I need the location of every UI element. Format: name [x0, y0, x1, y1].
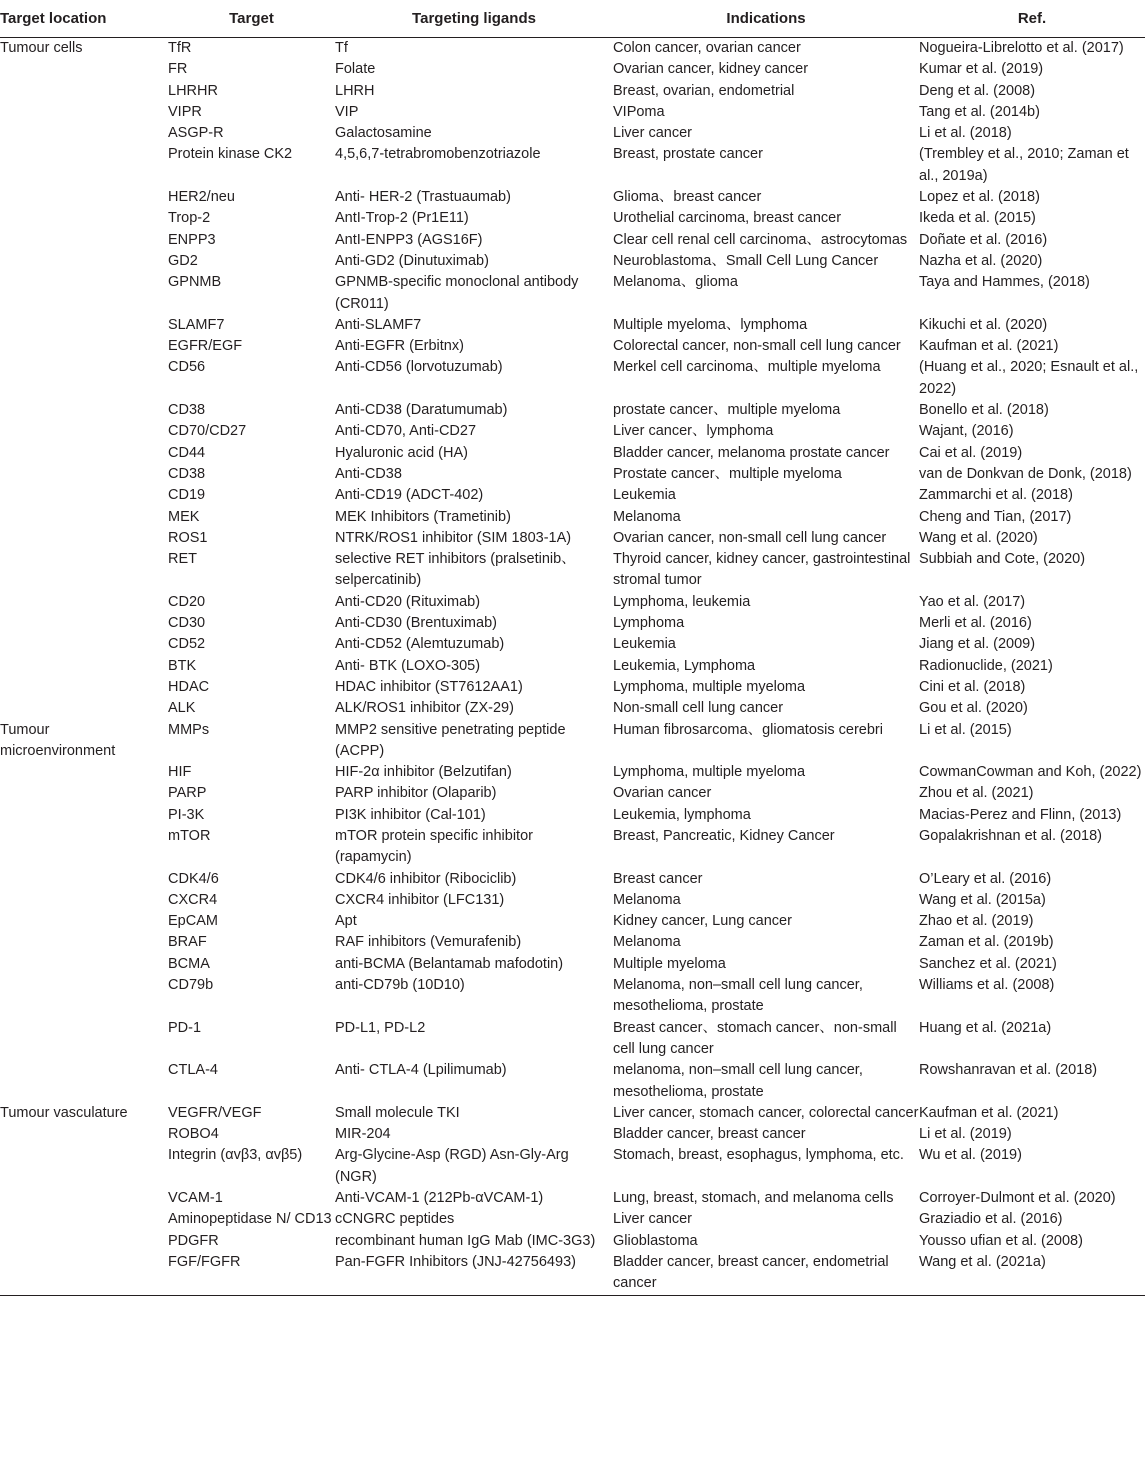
target-cell: Integrin (αvβ3, αvβ5) [168, 1147, 303, 1164]
target-location-cell [0, 464, 168, 485]
table-row [0, 485, 1145, 506]
indication-cell: Melanoma, non–small cell lung cancer, mesothelioma, prostate [613, 977, 863, 1015]
ref-cell: Zhao et al. (2019) [919, 913, 1034, 930]
table-row [0, 911, 1145, 932]
target-cell: CD38 [168, 402, 206, 419]
ref-cell: Wu et al. (2019) [919, 1147, 1022, 1164]
target-location-cell [0, 783, 168, 804]
target-location-cell [0, 634, 168, 655]
targeting-ligand-cell: GPNMB-specific monoclonal antibody (CR011) [335, 274, 579, 312]
target-location-cell [0, 805, 168, 826]
targeting-ligand-cell: Anti-CD30 (Brentuximab) [335, 615, 497, 632]
target-location-cell [0, 549, 168, 592]
target-location-cell [0, 1018, 168, 1061]
ref-cell: Nogueira-Librelotto et al. (2017) [919, 40, 1124, 56]
target-location-cell [0, 315, 168, 336]
indication-cell: Melanoma [613, 934, 681, 951]
ref-cell: Kikuchi et al. (2020) [919, 316, 1048, 333]
table-row [0, 762, 1145, 783]
target-location-cell [0, 357, 168, 400]
target-location-cell [0, 123, 168, 144]
ref-cell: Jiang et al. (2009) [919, 636, 1036, 653]
targeting-ligand-cell: MEK Inhibitors (Trametinib) [335, 508, 511, 525]
target-cell: MEK [168, 508, 200, 525]
targeting-ligand-cell: MIR-204 [335, 1126, 391, 1143]
target-cell: CD56 [168, 359, 206, 376]
ref-cell: O’Leary et al. (2016) [919, 870, 1052, 887]
target-cell: BTK [168, 657, 197, 674]
target-location-cell [0, 890, 168, 911]
indication-cell: Bladder cancer, breast cancer [613, 1126, 806, 1143]
target-location-cell [0, 869, 168, 890]
target-cell: SLAMF7 [168, 316, 225, 333]
table-row [0, 187, 1145, 208]
indication-cell: Breast, Pancreatic, Kidney Cancer [613, 827, 835, 844]
target-cell: FGF/FGFR [168, 1252, 335, 1295]
ref-cell: Wang et al. (2020) [919, 529, 1038, 546]
ref-cell: Cai et al. (2019) [919, 444, 1023, 461]
ref-cell: Merli et al. (2016) [919, 615, 1032, 632]
ref-cell: Zhou et al. (2021) [919, 785, 1034, 802]
header-indications: Indications [613, 0, 919, 38]
targeting-ligand-cell: ALK/ROS1 inhibitor (ZX-29) [335, 700, 514, 717]
table-body [0, 38, 1145, 1296]
target-location-cell [0, 251, 168, 272]
ref-cell: Zammarchi et al. (2018) [919, 487, 1073, 504]
target-cell: ALK [168, 700, 196, 717]
table-row [0, 59, 1145, 80]
table-row [0, 1145, 1145, 1188]
target-cell: CD38 [168, 465, 206, 482]
ref-cell: Williams et al. (2008) [919, 977, 1055, 994]
target-location-cell [0, 208, 168, 229]
target-cell: PI-3K [168, 806, 205, 823]
indication-cell: Lung, breast, stomach, and melanoma cells [613, 1190, 894, 1207]
target-location-cell [0, 336, 168, 357]
target-cell: Trop-2 [168, 210, 211, 227]
indication-cell: Non-small cell lung cancer [613, 700, 784, 717]
target-location-cell [0, 932, 168, 953]
target-cell: FR [168, 61, 188, 78]
target-location-cell [0, 1188, 168, 1209]
indication-cell: Kidney cancer, Lung cancer [613, 913, 792, 930]
indication-cell: Liver cancer, stomach cancer, colorectal cancer [613, 1104, 919, 1121]
indication-cell: Merkel cell carcinoma、multiple myeloma [613, 359, 881, 376]
targeting-ligand-cell: Arg-Glycine-Asp (RGD) Asn-Gly-Arg (NGR) [335, 1147, 569, 1185]
ref-cell: Lopez et al. (2018) [919, 189, 1040, 206]
header-target: Target [168, 0, 335, 38]
indication-cell: Bladder cancer, melanoma prostate cancer [613, 444, 890, 461]
target-cell: ASGP-R [168, 125, 224, 142]
ref-cell: Deng et al. (2008) [919, 82, 1036, 99]
target-cell: CD20 [168, 593, 206, 610]
indication-cell: Ovarian cancer [613, 785, 712, 802]
target-cell: RET [168, 551, 197, 568]
header-targeting-ligands: Targeting ligands [335, 0, 613, 38]
indication-cell: Ovarian cancer, kidney cancer [613, 61, 809, 78]
target-cell: CXCR4 [168, 891, 218, 908]
targeting-ligand-cell: MMP2 sensitive penetrating peptide (ACPP) [335, 721, 566, 759]
indication-cell: Leukemia, Lymphoma [613, 657, 756, 674]
header-target-location: Target location [0, 0, 168, 38]
indication-cell: Lymphoma, leukemia [613, 593, 751, 610]
ref-cell: Cini et al. (2018) [919, 678, 1026, 695]
target-location-cell [0, 1145, 168, 1188]
target-location-cell [0, 81, 168, 102]
target-cell: VIPR [168, 103, 202, 120]
targeting-ligand-cell: Anti-CD52 (Alemtuzumab) [335, 636, 505, 653]
target-location-cell [0, 1209, 168, 1230]
ref-cell: Li et al. (2018) [919, 125, 1012, 142]
table-row [0, 549, 1145, 592]
indication-cell: Liver cancer [613, 125, 692, 142]
indication-cell: Liver cancer、lymphoma [613, 423, 774, 440]
target-location-cell [0, 485, 168, 506]
table-row [0, 783, 1145, 804]
targeting-ligand-cell: Anti-VCAM-1 (212Pb-αVCAM-1) [335, 1190, 544, 1207]
table-row [0, 805, 1145, 826]
indication-cell: Liver cancer [613, 1211, 692, 1228]
ref-cell: Wajant, (2016) [919, 423, 1014, 440]
table-row [0, 656, 1145, 677]
ref-cell: Zaman et al. (2019b) [919, 934, 1054, 951]
targeting-ligand-cell: cCNGRC peptides [335, 1211, 455, 1228]
target-location-cell [0, 443, 168, 464]
table-row [0, 1188, 1145, 1209]
target-location-cell [0, 528, 168, 549]
indication-cell: Breast, ovarian, endometrial [613, 82, 795, 99]
target-cell: Protein kinase CK2 [168, 146, 293, 163]
target-cell: TfR [168, 40, 192, 56]
table-row [0, 890, 1145, 911]
targeting-ligand-cell: 4,5,6,7-tetrabromobenzotriazole [335, 146, 541, 163]
indication-cell: Breast, prostate cancer [613, 146, 763, 163]
target-location-cell [0, 613, 168, 634]
targeting-ligand-cell: AntI-Trop-2 (Pr1E11) [335, 210, 469, 227]
ref-cell: Macias-Perez and Flinn, (2013) [919, 806, 1122, 823]
target-cell: CD70/CD27 [168, 423, 247, 440]
table-row [0, 592, 1145, 613]
indication-cell: Melanoma [613, 508, 681, 525]
table-row [0, 869, 1145, 890]
ref-cell: Yao et al. (2017) [919, 593, 1026, 610]
table-row [0, 144, 1145, 187]
targeting-ligand-cell: HIF-2α inhibitor (Belzutifan) [335, 764, 512, 781]
table-row [0, 400, 1145, 421]
indication-cell: Neuroblastoma、Small Cell Lung Cancer [613, 252, 879, 269]
ref-cell: Wang et al. (2021a) [919, 1252, 1145, 1295]
table-row [0, 230, 1145, 251]
targeting-ligand-cell: Anti-CD38 (Daratumumab) [335, 402, 508, 419]
targeting-ligand-cell: PD-L1, PD-L2 [335, 1019, 426, 1036]
table-header [0, 0, 1145, 38]
target-cell: PD-1 [168, 1019, 202, 1036]
target-cell: HIF [168, 764, 192, 781]
header-ref: Ref. [919, 0, 1145, 38]
ref-cell: Gou et al. (2020) [919, 700, 1028, 717]
target-cell: Aminopeptidase N/ CD13 [168, 1211, 332, 1228]
table-row [0, 932, 1145, 953]
target-location-cell [0, 1231, 168, 1252]
targeting-ligand-cell: anti-BCMA (Belantamab mafodotin) [335, 955, 564, 972]
target-cell: CD79b [168, 977, 214, 994]
target-location-cell [0, 975, 168, 1018]
table-row [0, 1209, 1145, 1230]
ref-cell: Kaufman et al. (2021) [919, 338, 1059, 355]
indication-cell: Multiple myeloma、lymphoma [613, 316, 808, 333]
ref-cell: Li et al. (2019) [919, 1126, 1012, 1143]
ref-cell: Doñate et al. (2016) [919, 231, 1048, 248]
targeting-ligand-cell: Anti-SLAMF7 [335, 316, 422, 333]
target-location-cell [0, 656, 168, 677]
indication-cell: Melanoma [613, 891, 681, 908]
targeting-ligand-cell: CXCR4 inhibitor (LFC131) [335, 891, 505, 908]
target-cell: CTLA-4 [168, 1062, 218, 1079]
target-cell: MMPs [168, 721, 210, 738]
target-cell: mTOR [168, 827, 211, 844]
target-cell: EpCAM [168, 913, 218, 930]
ref-cell: Cheng and Tian, (2017) [919, 508, 1072, 525]
table-row [0, 1103, 1145, 1124]
target-cell: BRAF [168, 934, 207, 951]
table-row [0, 1252, 1145, 1295]
indication-cell: Human fibrosarcoma、gliomatosis cerebri [613, 721, 883, 738]
indication-cell: Leukemia, lymphoma [613, 806, 751, 823]
targeting-ligand-cell: selective RET inhibitors (pralsetinib、selpercatinib) [335, 551, 576, 589]
indication-cell: Colorectal cancer, non-small cell lung cancer [613, 338, 901, 355]
targeting-ligand-cell: Anti- CTLA-4 (Lpilimumab) [335, 1062, 507, 1079]
targeting-ligand-cell: PI3K inhibitor (Cal-101) [335, 806, 486, 823]
targeting-ligand-cell: Anti-EGFR (Erbitnx) [335, 338, 464, 355]
targeting-ligand-cell: Anti- HER-2 (Trastuaumab) [335, 189, 511, 206]
target-location-cell [0, 421, 168, 442]
target-location-cell [0, 762, 168, 783]
targeting-ligand-cell: Anti-CD20 (Rituximab) [335, 593, 481, 610]
target-location-cell [0, 677, 168, 698]
table-row [0, 38, 1145, 60]
ref-cell: Li et al. (2015) [919, 721, 1012, 738]
header-row [0, 0, 1145, 38]
ref-cell: Kaufman et al. (2021) [919, 1104, 1059, 1121]
target-cell: VEGFR/VEGF [168, 1104, 262, 1121]
ref-cell: Huang et al. (2021a) [919, 1019, 1052, 1036]
ref-cell: Kumar et al. (2019) [919, 61, 1044, 78]
target-cell: HDAC [168, 678, 210, 695]
indication-cell: Bladder cancer, breast cancer, endometrial cancer [613, 1252, 919, 1295]
targeting-ligand-cell: LHRH [335, 82, 375, 99]
targeting-ligand-cell: Small molecule TKI [335, 1104, 460, 1121]
targeting-ligand-cell: Galactosamine [335, 125, 432, 142]
target-cell: PDGFR [168, 1232, 219, 1249]
indication-cell: Leukemia [613, 636, 676, 653]
table-row [0, 698, 1145, 719]
table-row [0, 1018, 1145, 1061]
indication-cell: Leukemia [613, 487, 676, 504]
table-row [0, 357, 1145, 400]
target-location-cell [0, 1252, 168, 1295]
table-row [0, 336, 1145, 357]
target-cell: ROBO4 [168, 1126, 219, 1143]
target-location-cell [0, 1124, 168, 1145]
target-location-cell: Tumour vasculature [0, 1104, 128, 1121]
indication-cell: Melanoma、glioma [613, 274, 738, 291]
ref-cell: Corroyer-Dulmont et al. (2020) [919, 1190, 1116, 1207]
targeting-ligand-cell: CDK4/6 inhibitor (Ribociclib) [335, 870, 517, 887]
table-row [0, 528, 1145, 549]
targeting-ligand-cell: RAF inhibitors (Vemurafenib) [335, 934, 522, 951]
target-cell: GPNMB [168, 274, 222, 291]
indication-cell: Colon cancer, ovarian cancer [613, 40, 801, 56]
indication-cell: Clear cell renal cell carcinoma、astrocytomas [613, 231, 908, 248]
indication-cell: Prostate cancer、multiple myeloma [613, 465, 842, 482]
table-row [0, 1124, 1145, 1145]
targeting-ligand-cell: Anti-CD70, Anti-CD27 [335, 423, 477, 440]
table-row [0, 1231, 1145, 1252]
target-location-cell [0, 592, 168, 613]
ref-cell: Gopalakrishnan et al. (2018) [919, 827, 1102, 844]
table-row [0, 1060, 1145, 1103]
ref-cell: Nazha et al. (2020) [919, 252, 1043, 269]
target-cell: CD52 [168, 636, 206, 653]
target-location-cell [0, 187, 168, 208]
target-location-cell [0, 507, 168, 528]
ref-cell: Taya and Hammes, (2018) [919, 274, 1090, 291]
targeting-ligand-cell: mTOR protein specific inhibitor (rapamycin) [335, 827, 533, 866]
target-location-cell [0, 1060, 168, 1103]
target-location-cell [0, 400, 168, 421]
table-row [0, 443, 1145, 464]
ref-cell: van de Donkvan de Donk, (2018) [919, 465, 1132, 482]
ref-cell: (Trembley et al., 2010; Zaman et al., 2019a) [919, 146, 1129, 184]
ref-cell: Bonello et al. (2018) [919, 402, 1049, 419]
target-location-cell [0, 230, 168, 251]
indication-cell: Thyroid cancer, kidney cancer, gastrointestinal stromal tumor [613, 551, 911, 589]
table-row [0, 634, 1145, 655]
ref-cell: Rowshanravan et al. (2018) [919, 1062, 1098, 1079]
indication-cell: Lymphoma [613, 615, 685, 632]
indication-cell: Breast cancer [613, 870, 703, 887]
target-cell: BCMA [168, 955, 210, 972]
target-location-cell: Tumour microenvironment [0, 721, 116, 759]
targeting-ligand-cell: AntI-ENPP3 (AGS16F) [335, 231, 483, 248]
targeting-ligand-cell: Anti-CD19 (ADCT-402) [335, 487, 484, 504]
target-location-cell [0, 102, 168, 123]
ref-cell: Sanchez et al. (2021) [919, 955, 1057, 972]
target-cell: CD19 [168, 487, 206, 504]
target-cell: EGFR/EGF [168, 338, 243, 355]
indication-cell: Glioblastoma [613, 1232, 698, 1249]
target-cell: GD2 [168, 252, 198, 269]
targeting-ligand-cell: Anti-CD38 [335, 465, 402, 482]
target-cell: LHRHR [168, 82, 218, 99]
table-row [0, 272, 1145, 315]
target-location-cell [0, 911, 168, 932]
indication-cell: Glioma、breast cancer [613, 189, 762, 206]
target-location-cell [0, 698, 168, 719]
ref-cell: Ikeda et al. (2015) [919, 210, 1036, 227]
table-row [0, 421, 1145, 442]
indication-cell: Breast cancer、stomach cancer、non-small cell lung cancer [613, 1019, 897, 1057]
target-location-cell [0, 826, 168, 869]
targeting-ligand-cell: anti-CD79b (10D10) [335, 977, 465, 994]
ref-cell: CowmanCowman and Koh, (2022) [919, 764, 1142, 781]
table-row [0, 123, 1145, 144]
table-row [0, 677, 1145, 698]
target-cell: ROS1 [168, 529, 208, 546]
table-row [0, 81, 1145, 102]
ref-cell: Wang et al. (2015a) [919, 891, 1046, 908]
table-row [0, 826, 1145, 869]
indication-cell: Ovarian cancer, non-small cell lung cancer [613, 529, 887, 546]
ref-cell: Radionuclide, (2021) [919, 657, 1053, 674]
target-cell: ENPP3 [168, 231, 216, 248]
indication-cell: melanoma, non–small cell lung cancer, mesothelioma, prostate [613, 1062, 863, 1100]
table-row [0, 720, 1145, 763]
target-location-cell [0, 954, 168, 975]
targeting-ligand-cell: Anti-CD56 (lorvotuzumab) [335, 359, 503, 376]
indication-cell: VIPoma [613, 103, 665, 120]
ref-cell: Yousso ufian et al. (2008) [919, 1232, 1083, 1249]
indication-cell: Lymphoma, multiple myeloma [613, 764, 806, 781]
targeting-ligand-cell: Folate [335, 61, 376, 78]
target-cell: PARP [168, 785, 207, 802]
targeting-ligand-cell: HDAC inhibitor (ST7612AA1) [335, 678, 523, 695]
targeting-ligand-cell: Tf [335, 40, 348, 56]
target-cell: CD30 [168, 615, 206, 632]
table-row [0, 315, 1145, 336]
table-row [0, 464, 1145, 485]
targeting-ligand-cell: VIP [335, 103, 359, 120]
targeting-ligand-cell: Pan-FGFR Inhibitors (JNJ-42756493) [335, 1252, 613, 1295]
table-row [0, 613, 1145, 634]
ref-cell: Subbiah and Cote, (2020) [919, 551, 1086, 568]
targeting-ligand-cell: Anti-GD2 (Dinutuximab) [335, 252, 489, 269]
target-cell: HER2/neu [168, 189, 235, 206]
table-row [0, 507, 1145, 528]
targeting-ligand-cell: NTRK/ROS1 inhibitor (SIM 1803-1A) [335, 529, 572, 546]
ref-cell: Graziadio et al. (2016) [919, 1211, 1063, 1228]
table-row [0, 208, 1145, 229]
target-location-cell [0, 144, 168, 187]
target-location-cell: Tumour cells [0, 40, 83, 56]
table-row [0, 251, 1145, 272]
targeting-ligand-cell: Hyaluronic acid (HA) [335, 444, 468, 461]
indication-cell: Lymphoma, multiple myeloma [613, 678, 806, 695]
targeting-ligand-cell: Anti- BTK (LOXO-305) [335, 657, 481, 674]
target-cell: CDK4/6 [168, 870, 219, 887]
targeting-ligand-cell: Apt [335, 913, 357, 930]
target-cell: VCAM-1 [168, 1190, 223, 1207]
target-location-cell [0, 59, 168, 80]
ref-cell: Tang et al. (2014b) [919, 103, 1040, 120]
targeting-ligand-cell: PARP inhibitor (Olaparib) [335, 785, 497, 802]
indication-cell: prostate cancer、multiple myeloma [613, 402, 841, 419]
table-row [0, 102, 1145, 123]
indication-cell: Stomach, breast, esophagus, lymphoma, etc. [613, 1147, 904, 1164]
target-cell: CD44 [168, 444, 206, 461]
indication-cell: Urothelial carcinoma, breast cancer [613, 210, 842, 227]
table-row [0, 975, 1145, 1018]
table-row [0, 954, 1145, 975]
targeting-ligand-cell: recombinant human IgG Mab (IMC-3G3) [335, 1232, 596, 1249]
ref-cell: (Huang et al., 2020; Esnault et al., 2022) [919, 359, 1139, 397]
indication-cell: Multiple myeloma [613, 955, 726, 972]
target-location-cell [0, 272, 168, 315]
